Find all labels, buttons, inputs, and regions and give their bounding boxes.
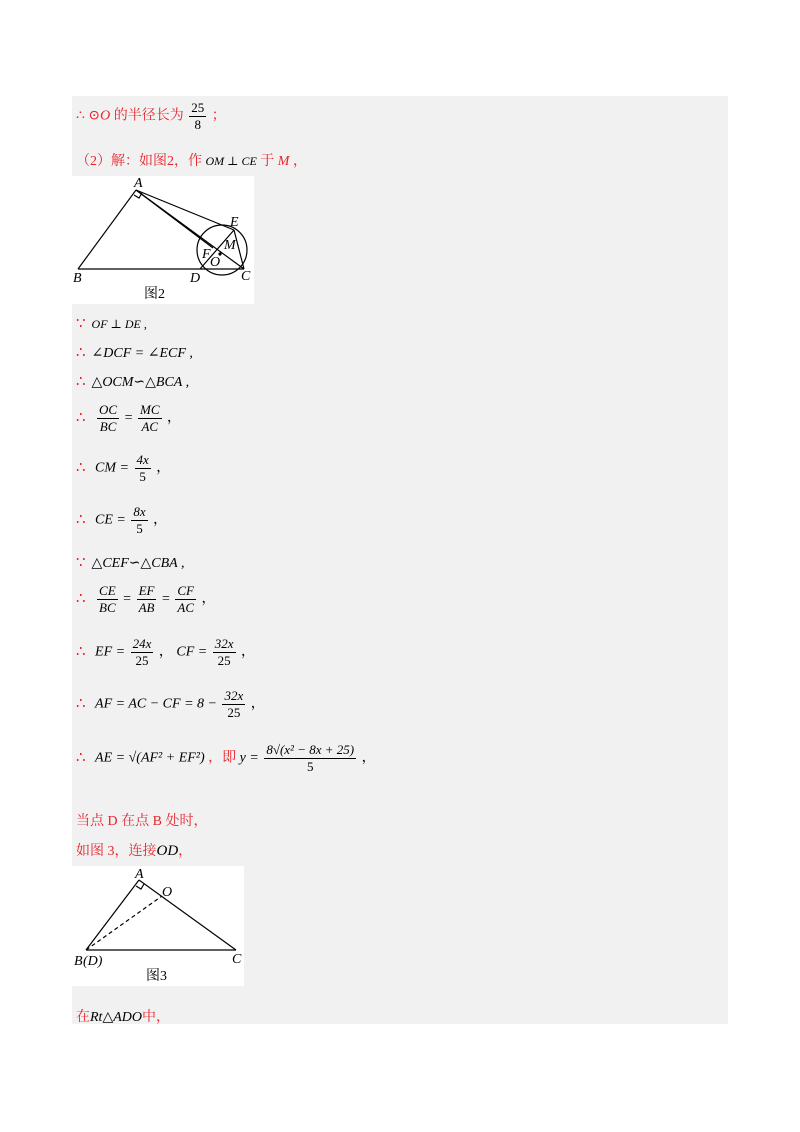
- part2-intro-line: （2）解：如图2，作 OM ⊥ CE 于 M ，: [76, 154, 307, 169]
- fig3-label-d: (D): [83, 954, 103, 969]
- ae-value: ∴ AE = √(AF² + EF²) ，即 y = $\frac{\text{8√(x² − 8x + 25)}}{5}$ ，: [76, 742, 376, 774]
- because-of-perp-de: ∵ OF ⊥ DE ,: [76, 316, 147, 332]
- case-d-at-b: 当点 D 在点 B 处时，: [76, 814, 208, 829]
- therefore-symbol: ∴: [76, 108, 85, 124]
- fig2-label-b: B: [73, 271, 82, 286]
- fig2-label-o: O: [210, 255, 221, 270]
- ef-cf-values: ∴ EF = $\frac{24x}{25}$ ， CF = $\frac{32x}{25}$ ，: [76, 636, 256, 668]
- radius-text: 的半径长为: [113, 108, 184, 124]
- ratio-ce-bc: ∴ $\frac{CE}{BC}$ = $\frac{EF}{AB}$ = $\frac{CF}{AC}$ ，: [76, 583, 216, 615]
- angle-equality: ∴ ∠DCF = ∠ECF ,: [76, 345, 193, 361]
- fig2-label-d: D: [190, 271, 201, 286]
- fig3-caption: 图3: [146, 969, 167, 984]
- figure-2: [72, 176, 254, 304]
- fig2-label-a: A: [134, 176, 143, 191]
- fig2-label-c: C: [241, 269, 251, 284]
- ce-value: ∴ CE = $\frac{8x}{5}$ ，: [76, 504, 168, 536]
- in-rt-triangle-line: 在Rt△ADO中，: [76, 1010, 170, 1025]
- radius-fraction: $\frac{25}{8}$: [191, 100, 205, 132]
- fig3-label-o: O: [162, 885, 173, 900]
- fig2-label-f: F: [202, 247, 211, 262]
- similar-cef-cba: ∵ △CEF∽△CBA ,: [76, 555, 185, 571]
- fig3-label-b: B: [74, 954, 83, 969]
- ratio-oc-bc: ∴ $\frac{OC}{BC}$ = $\frac{MC}{AC}$ ，: [76, 402, 182, 434]
- fig3-label-c: C: [232, 952, 242, 967]
- fig2-label-m: M: [224, 238, 236, 253]
- fig2-label-e: E: [230, 215, 239, 230]
- figure-3-diagram: [72, 866, 244, 986]
- figure-2-diagram: [72, 176, 254, 304]
- figure-3: [72, 866, 244, 986]
- fig3-label-a: A: [135, 867, 144, 882]
- cm-value: ∴ CM = $\frac{4x}{5}$ ，: [76, 452, 171, 484]
- similar-ocm-bca: ∴ △OCM∽△BCA ,: [76, 374, 190, 390]
- fig2-caption: 图2: [144, 287, 165, 302]
- connect-od-line: 如图 3，连接OD，: [76, 843, 193, 859]
- circle-o-symbol: ⊙O: [88, 108, 111, 124]
- radius-conclusion-line: ∴ ⊙O 的半径长为 $\frac{25}{8}$ ；: [76, 100, 226, 132]
- af-value: ∴ AF = AC − CF = 8 − $\frac{32x}{25}$ ，: [76, 688, 265, 720]
